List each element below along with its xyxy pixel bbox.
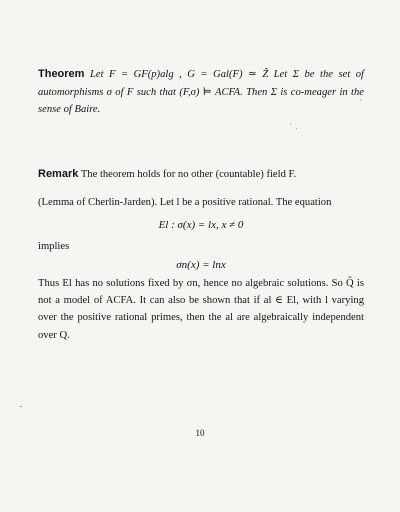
theorem-label: Theorem [38,68,85,80]
scan-speck [360,100,361,101]
scan-speck [290,123,291,124]
scan-speck [20,406,22,407]
theorem-text: Let F = GF(p)alg , G = Gal(F) ≃ Ẑ Let Σ be the set of automorphisms σ of F such that (F,σ) ⊨ ACFA. Then Σ is co-meager in the sense of Baire. [38,69,364,115]
remark-paragraph: Thus El has no solutions fixed by σn, hence no algebraic solutions. So Q̂ is not a model of ACFA. It can also be shown that if al ∈ El, with l varying over the positive rational primes, then the al are algebraically independent over Q. [38,278,364,341]
theorem-block [38,66,364,119]
page-number: 10 [195,428,205,438]
equation-1: El : σ(x) = lx, x ≠ 0 [158,219,244,231]
remark-lemma-line: (Lemma of Cherlin-Jarden). Let l be a positive rational. The equation [38,197,332,208]
remark-label: Remark [38,168,79,180]
implies-text: implies [38,241,70,252]
remark-heading-line [38,166,364,183]
remark-intro: The theorem holds for no other (countable) field F. [80,169,297,180]
equation-2: σn(x) = lnx [176,259,226,271]
scan-speck [296,128,297,129]
